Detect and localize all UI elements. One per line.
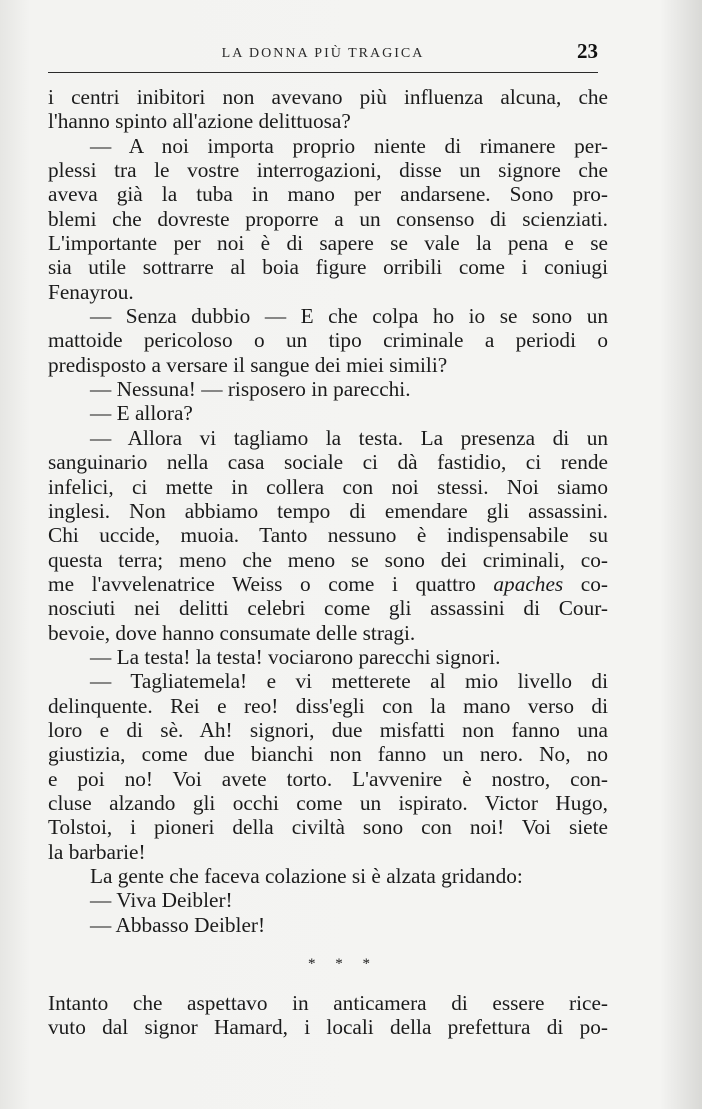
text-line: Tolstoi, i pioneri della civiltà sono con noi! Voi siete [48, 815, 608, 840]
body-text [48, 85, 608, 1040]
text-line: — Tagliatemela! e vi metterete al mio livello di [90, 669, 608, 694]
text-line: l'hanno spinto all'azione delittuosa? [48, 109, 351, 134]
text-line: delinquente. Rei e reo! diss'egli con la mano verso di [48, 693, 608, 718]
text-line: cluse alzando gli occhi come un ispirato. Victor Hugo, [48, 790, 608, 815]
text-line: sia utile sottrarre al boia figure orribili come i coniugi [48, 255, 608, 280]
running-header [48, 38, 598, 73]
running-title: LA DONNA PIÙ TRAGICA [221, 46, 425, 61]
text-line: bevoie, dove hanno consumate delle stragi. [48, 620, 416, 645]
text-line: infelici, ci mette in collera con noi stessi. Noi siamo [48, 474, 608, 499]
text-line: — La testa! la testa! vociarono parecchi signori. [90, 644, 501, 669]
italic-word: apaches [493, 571, 564, 596]
text-line: loro e di sè. Ah! signori, due misfatti non fanno una [48, 717, 608, 742]
text-line: mattoide pericoloso o un tipo criminale a periodi o [48, 328, 608, 353]
text-line: Intanto che aspettavo in anticamera di essere rice- [48, 991, 608, 1016]
text-line: predisposto a versare il sangue dei miei simili? [48, 352, 448, 377]
text-line: Chi uccide, muoia. Tanto nessuno è indispensabile su [48, 523, 608, 548]
section-break: * * * [308, 956, 378, 973]
text-line: plessi tra le vostre interrogazioni, disse un signore che [48, 158, 608, 183]
text-line: — Nessuna! — risposero in parecchi. [90, 377, 411, 402]
text-line: aveva già la tuba in mano per andarsene. Sono pro- [48, 182, 608, 207]
text-line: — Senza dubbio — E che colpa ho io se sono un [90, 304, 608, 329]
text-line: — A noi importa proprio niente di rimanere per- [90, 133, 608, 158]
text-segment: co- [563, 571, 608, 596]
text-line: e poi no! Voi avete torto. L'avvenire è nostro, con- [48, 766, 608, 791]
text-line: Fenayrou. [48, 279, 134, 304]
text-line: vuto dal signor Hamard, i locali della prefettura di po- [48, 1015, 608, 1040]
text-line: blemi che dovreste proporre a un consenso di scienziati. [48, 206, 608, 231]
text-line [48, 572, 608, 596]
text-line: — Viva Deibler! [90, 888, 233, 913]
text-line: questa terra; meno che meno se sono dei criminali, co- [48, 547, 608, 572]
text-line: la barbarie! [48, 839, 146, 864]
text-line: i centri inibitori non avevano più influenza alcuna, che [48, 85, 608, 109]
text-line: — Abbasso Deibler! [90, 912, 266, 937]
text-line: La gente che faceva colazione si è alzata gridando: [90, 864, 523, 888]
text-line: — Allora vi tagliamo la testa. La presenza di un [90, 425, 608, 450]
text-line: inglesi. Non abbiamo tempo di emendare gli assassini. [48, 498, 608, 523]
page-number: 23 [577, 39, 598, 63]
text-line: giustizia, come due bianchi non fanno un nero. No, no [48, 742, 608, 767]
text-line: L'importante per noi è di sapere se vale la pena e se [48, 231, 608, 256]
text-segment: me l'avvelenatrice Weiss o come i quattro [48, 571, 494, 596]
text-line: nosciuti nei delitti celebri come gli assassini di Cour- [48, 596, 608, 621]
text-line: — E allora? [90, 401, 193, 426]
text-line: sanguinario nella casa sociale ci dà fastidio, ci rende [48, 450, 608, 475]
